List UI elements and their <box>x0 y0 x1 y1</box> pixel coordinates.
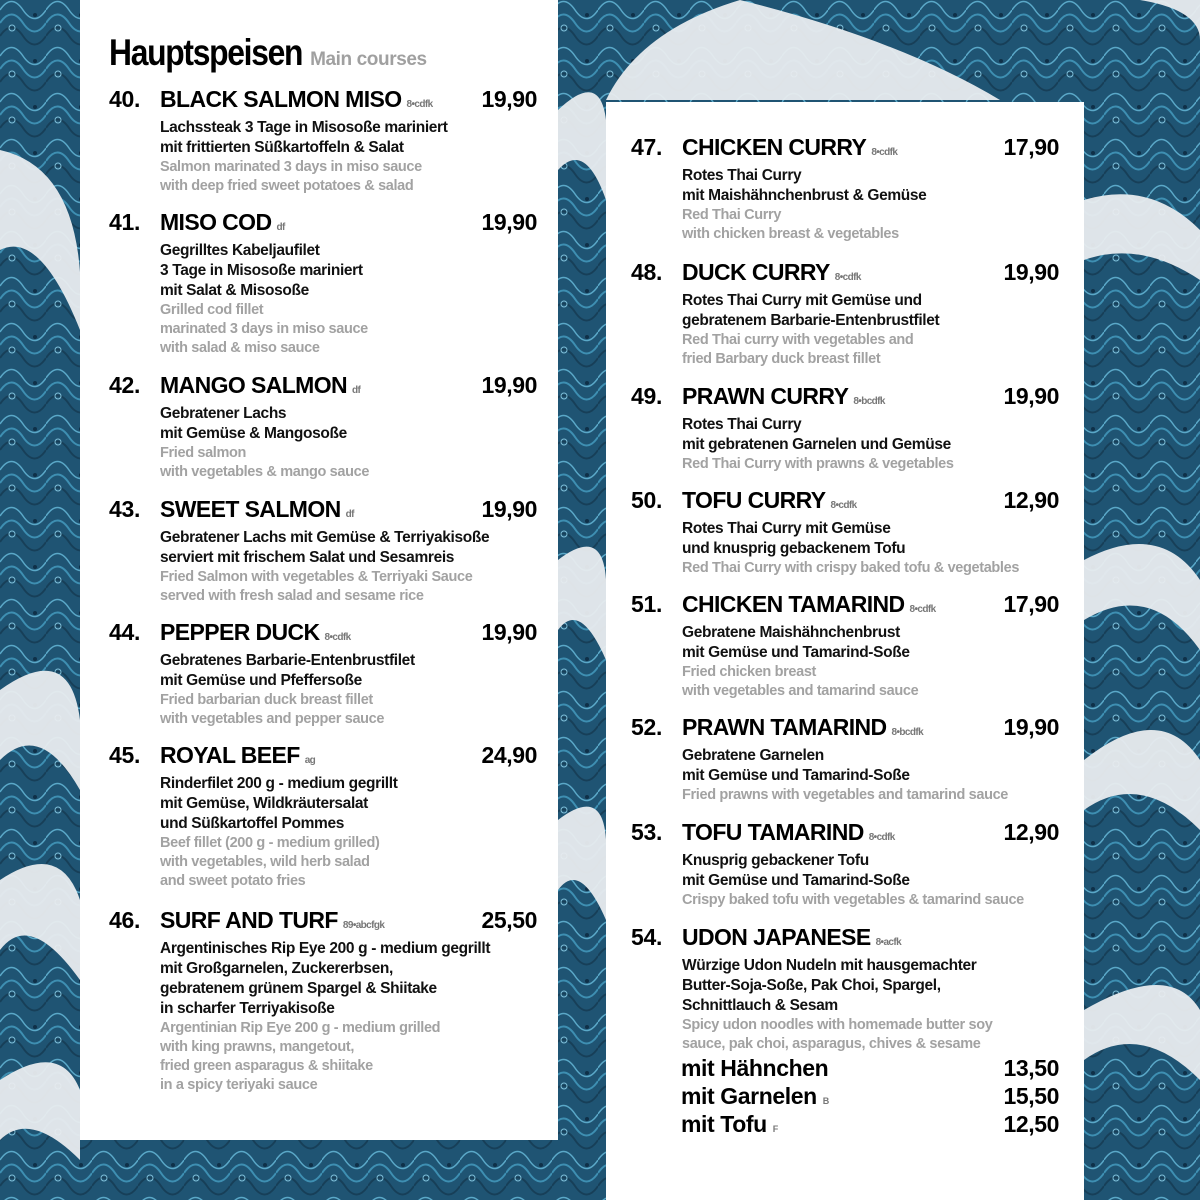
description-de: Knusprig gebackener Tofu <box>682 852 869 869</box>
item-name: SURF AND TURF <box>160 907 338 933</box>
variant-label <box>681 1083 829 1110</box>
allergen-code: 8•cdfk <box>324 632 351 643</box>
item-number: 50. <box>631 487 663 513</box>
allergen-code: 8•cdfk <box>868 832 895 843</box>
description-en: Salmon marinated 3 days in miso sauce <box>160 159 422 175</box>
description-en: Spicy udon noodles with homemade butter soy <box>682 1017 993 1033</box>
item-name: MANGO SALMON <box>160 372 348 398</box>
item-price: 19,90 <box>481 619 537 645</box>
variant-price: 15,50 <box>1003 1083 1059 1109</box>
description-de: 3 Tage in Misosoße mariniert <box>160 262 363 279</box>
description-de: Rotes Thai Curry mit Gemüse <box>682 520 891 537</box>
item-price: 17,90 <box>1003 591 1059 617</box>
description-de: mit Gemüse, Wildkräutersalat <box>160 795 368 812</box>
item-number: 48. <box>631 259 663 285</box>
description-de: Gebratene Maishähnchenbrust <box>682 624 900 641</box>
item-price: 19,90 <box>481 86 537 112</box>
allergen-code: 8•cdfk <box>406 99 433 110</box>
description-en: Red Thai Curry with crispy baked tofu & vegetables <box>682 560 1020 576</box>
description-en: with vegetables & mango sauce <box>160 464 370 480</box>
item-content <box>682 924 1062 1054</box>
description-en: Fried barbarian duck breast fillet <box>160 692 373 708</box>
item-name: PRAWN CURRY <box>682 383 849 409</box>
description-en: with king prawns, mangetout, <box>160 1039 355 1055</box>
description-en: and sweet potato fries <box>160 873 306 889</box>
description-en: Fried prawns with vegetables and tamarind sauce <box>682 787 1009 803</box>
description-de: Rinderfilet 200 g - medium gegrillt <box>160 775 398 792</box>
description-en: Fried chicken breast <box>682 664 817 680</box>
description-en: marinated 3 days in miso sauce <box>160 321 368 337</box>
menu-heading <box>109 32 427 74</box>
item-price: 12,90 <box>1003 819 1059 845</box>
item-name: CHICKEN TAMARIND <box>682 591 905 617</box>
item-number: 40. <box>109 86 141 112</box>
description-de: Gegrilltes Kabeljaufilet <box>160 242 320 259</box>
description-en: with vegetables, wild herb salad <box>160 854 370 870</box>
description-de: und knusprig gebackenem Tofu <box>682 540 906 557</box>
item-name: TOFU TAMARIND <box>682 819 864 845</box>
allergen-code: 8•cdfk <box>834 272 861 283</box>
variant-label <box>681 1055 828 1082</box>
allergen-code: F <box>772 1124 778 1134</box>
description-en: with vegetables and pepper sauce <box>160 711 385 727</box>
item-name: UDON JAPANESE <box>682 924 871 950</box>
item-price: 12,90 <box>1003 487 1059 513</box>
allergen-code: 8•bcdfk <box>853 396 885 407</box>
description-en: with chicken breast & vegetables <box>682 226 899 242</box>
variant-price: 13,50 <box>1003 1055 1059 1081</box>
item-name: TOFU CURRY <box>682 487 826 513</box>
description-de: gebratenem grünem Spargel & Shiitake <box>160 980 437 997</box>
item-number: 47. <box>631 134 663 160</box>
description-en: Fried salmon <box>160 445 247 461</box>
allergen-code: 8•cdfk <box>909 604 936 615</box>
description-de: Würzige Udon Nudeln mit hausgemachter <box>682 957 977 974</box>
item-number: 52. <box>631 714 663 740</box>
description-de: Rotes Thai Curry mit Gemüse und <box>682 292 922 309</box>
allergen-code: df <box>352 385 361 396</box>
description-en: Grilled cod fillet <box>160 302 264 318</box>
description-de: Argentinisches Rip Eye 200 g - medium gegrillt <box>160 940 491 957</box>
item-name: ROYAL BEEF <box>160 742 300 768</box>
allergen-code: 8•cdfk <box>830 500 857 511</box>
description-en: Crispy baked tofu with vegetables & tamarind sauce <box>682 892 1024 908</box>
item-price: 19,90 <box>1003 383 1059 409</box>
description-de: Gebratener Lachs <box>160 405 287 422</box>
item-number: 41. <box>109 209 141 235</box>
item-price: 19,90 <box>1003 714 1059 740</box>
heading-subtitle: Main courses <box>310 49 427 70</box>
item-name: PRAWN TAMARIND <box>682 714 887 740</box>
item-number: 45. <box>109 742 141 768</box>
description-de: Gebratene Garnelen <box>682 747 824 764</box>
variant-name: mit Tofu <box>681 1111 767 1137</box>
description-de: in scharfer Terriyakisoße <box>160 1000 335 1017</box>
description-en: fried green asparagus & shiitake <box>160 1058 373 1074</box>
item-number: 46. <box>109 907 141 933</box>
description-de: Gebratener Lachs mit Gemüse & Terriyakisoße <box>160 529 490 546</box>
description-de: mit Gemüse & Mangosoße <box>160 425 347 442</box>
item-number: 49. <box>631 383 663 409</box>
description-de: mit gebratenen Garnelen und Gemüse <box>682 436 951 453</box>
item-price: 24,90 <box>481 742 537 768</box>
item-price: 17,90 <box>1003 134 1059 160</box>
item-number: 44. <box>109 619 141 645</box>
item-price: 19,90 <box>481 372 537 398</box>
item-price: 19,90 <box>1003 259 1059 285</box>
item-name: CHICKEN CURRY <box>682 134 867 160</box>
description-en: with salad & miso sauce <box>160 340 320 356</box>
description-en: Red Thai Curry <box>682 207 782 223</box>
item-number: 43. <box>109 496 141 522</box>
description-en: fried Barbary duck breast fillet <box>682 351 881 367</box>
description-de: mit Großgarnelen, Zuckererbsen, <box>160 960 393 977</box>
heading-title: Hauptspeisen <box>109 32 303 73</box>
description-en: Red Thai Curry with prawns & vegetables <box>682 456 954 472</box>
variant-label <box>681 1111 778 1138</box>
description-de: gebratenem Barbarie-Entenbrustfilet <box>682 312 940 329</box>
variant-price: 12,50 <box>1003 1111 1059 1137</box>
item-name: BLACK SALMON MISO <box>160 86 402 112</box>
description-de: mit Gemüse und Tamarind-Soße <box>682 644 910 661</box>
allergen-code: B <box>822 1096 829 1106</box>
description-en: in a spicy teriyaki sauce <box>160 1077 318 1093</box>
item-name: SWEET SALMON <box>160 496 341 522</box>
description-en: sauce, pak choi, asparagus, chives & sesame <box>682 1036 981 1052</box>
description-de: Gebratenes Barbarie-Entenbrustfilet <box>160 652 415 669</box>
item-number: 51. <box>631 591 663 617</box>
description-de: mit frittierten Süßkartoffeln & Salat <box>160 139 404 156</box>
description-en: with deep fried sweet potatoes & salad <box>160 178 414 194</box>
allergen-code: 89•abcfgk <box>342 920 385 931</box>
item-content <box>160 907 540 1095</box>
allergen-code: df <box>276 222 285 233</box>
description-de: serviert mit frischem Salat und Sesamreis <box>160 549 455 566</box>
variant-name: mit Hähnchen <box>681 1055 829 1081</box>
item-price: 19,90 <box>481 496 537 522</box>
item-price: 19,90 <box>481 209 537 235</box>
allergen-code: df <box>345 509 354 520</box>
description-de: mit Salat & Misosoße <box>160 282 309 299</box>
description-de: Schnittlauch & Sesam <box>682 997 838 1014</box>
description-en: Fried Salmon with vegetables & Terriyaki Sauce <box>160 569 473 585</box>
description-en: with vegetables and tamarind sauce <box>682 683 919 699</box>
item-number: 53. <box>631 819 663 845</box>
description-de: Butter-Soja-Soße, Pak Choi, Spargel, <box>682 977 941 994</box>
item-name: MISO COD <box>160 209 272 235</box>
description-de: mit Gemüse und Pfeffersoße <box>160 672 362 689</box>
allergen-code: 8•acfk <box>875 937 902 948</box>
description-de: Rotes Thai Curry <box>682 416 802 433</box>
description-de: mit Gemüse und Tamarind-Soße <box>682 767 910 784</box>
description-de: und Süßkartoffel Pommes <box>160 815 345 832</box>
description-en: Red Thai curry with vegetables and <box>682 332 914 348</box>
variant-name: mit Garnelen <box>681 1083 817 1109</box>
item-number: 42. <box>109 372 141 398</box>
item-price: 25,50 <box>481 907 537 933</box>
allergen-code: 8•bcdfk <box>891 727 924 738</box>
item-number: 54. <box>631 924 663 950</box>
item-name: DUCK CURRY <box>682 259 830 285</box>
description-en: served with fresh salad and sesame rice <box>160 588 424 604</box>
description-en: Argentinian Rip Eye 200 g - medium grilled <box>160 1020 441 1036</box>
allergen-code: ag <box>304 755 316 766</box>
description-de: Lachssteak 3 Tage in Misosoße mariniert <box>160 119 448 136</box>
description-de: mit Gemüse und Tamarind-Soße <box>682 872 910 889</box>
description-de: Rotes Thai Curry <box>682 167 802 184</box>
item-name: PEPPER DUCK <box>160 619 320 645</box>
allergen-code: 8•cdfk <box>871 147 898 158</box>
item-title <box>682 924 1062 956</box>
description-en: Beef fillet (200 g - medium grilled) <box>160 835 380 851</box>
description-de: mit Maishähnchenbrust & Gemüse <box>682 187 927 204</box>
